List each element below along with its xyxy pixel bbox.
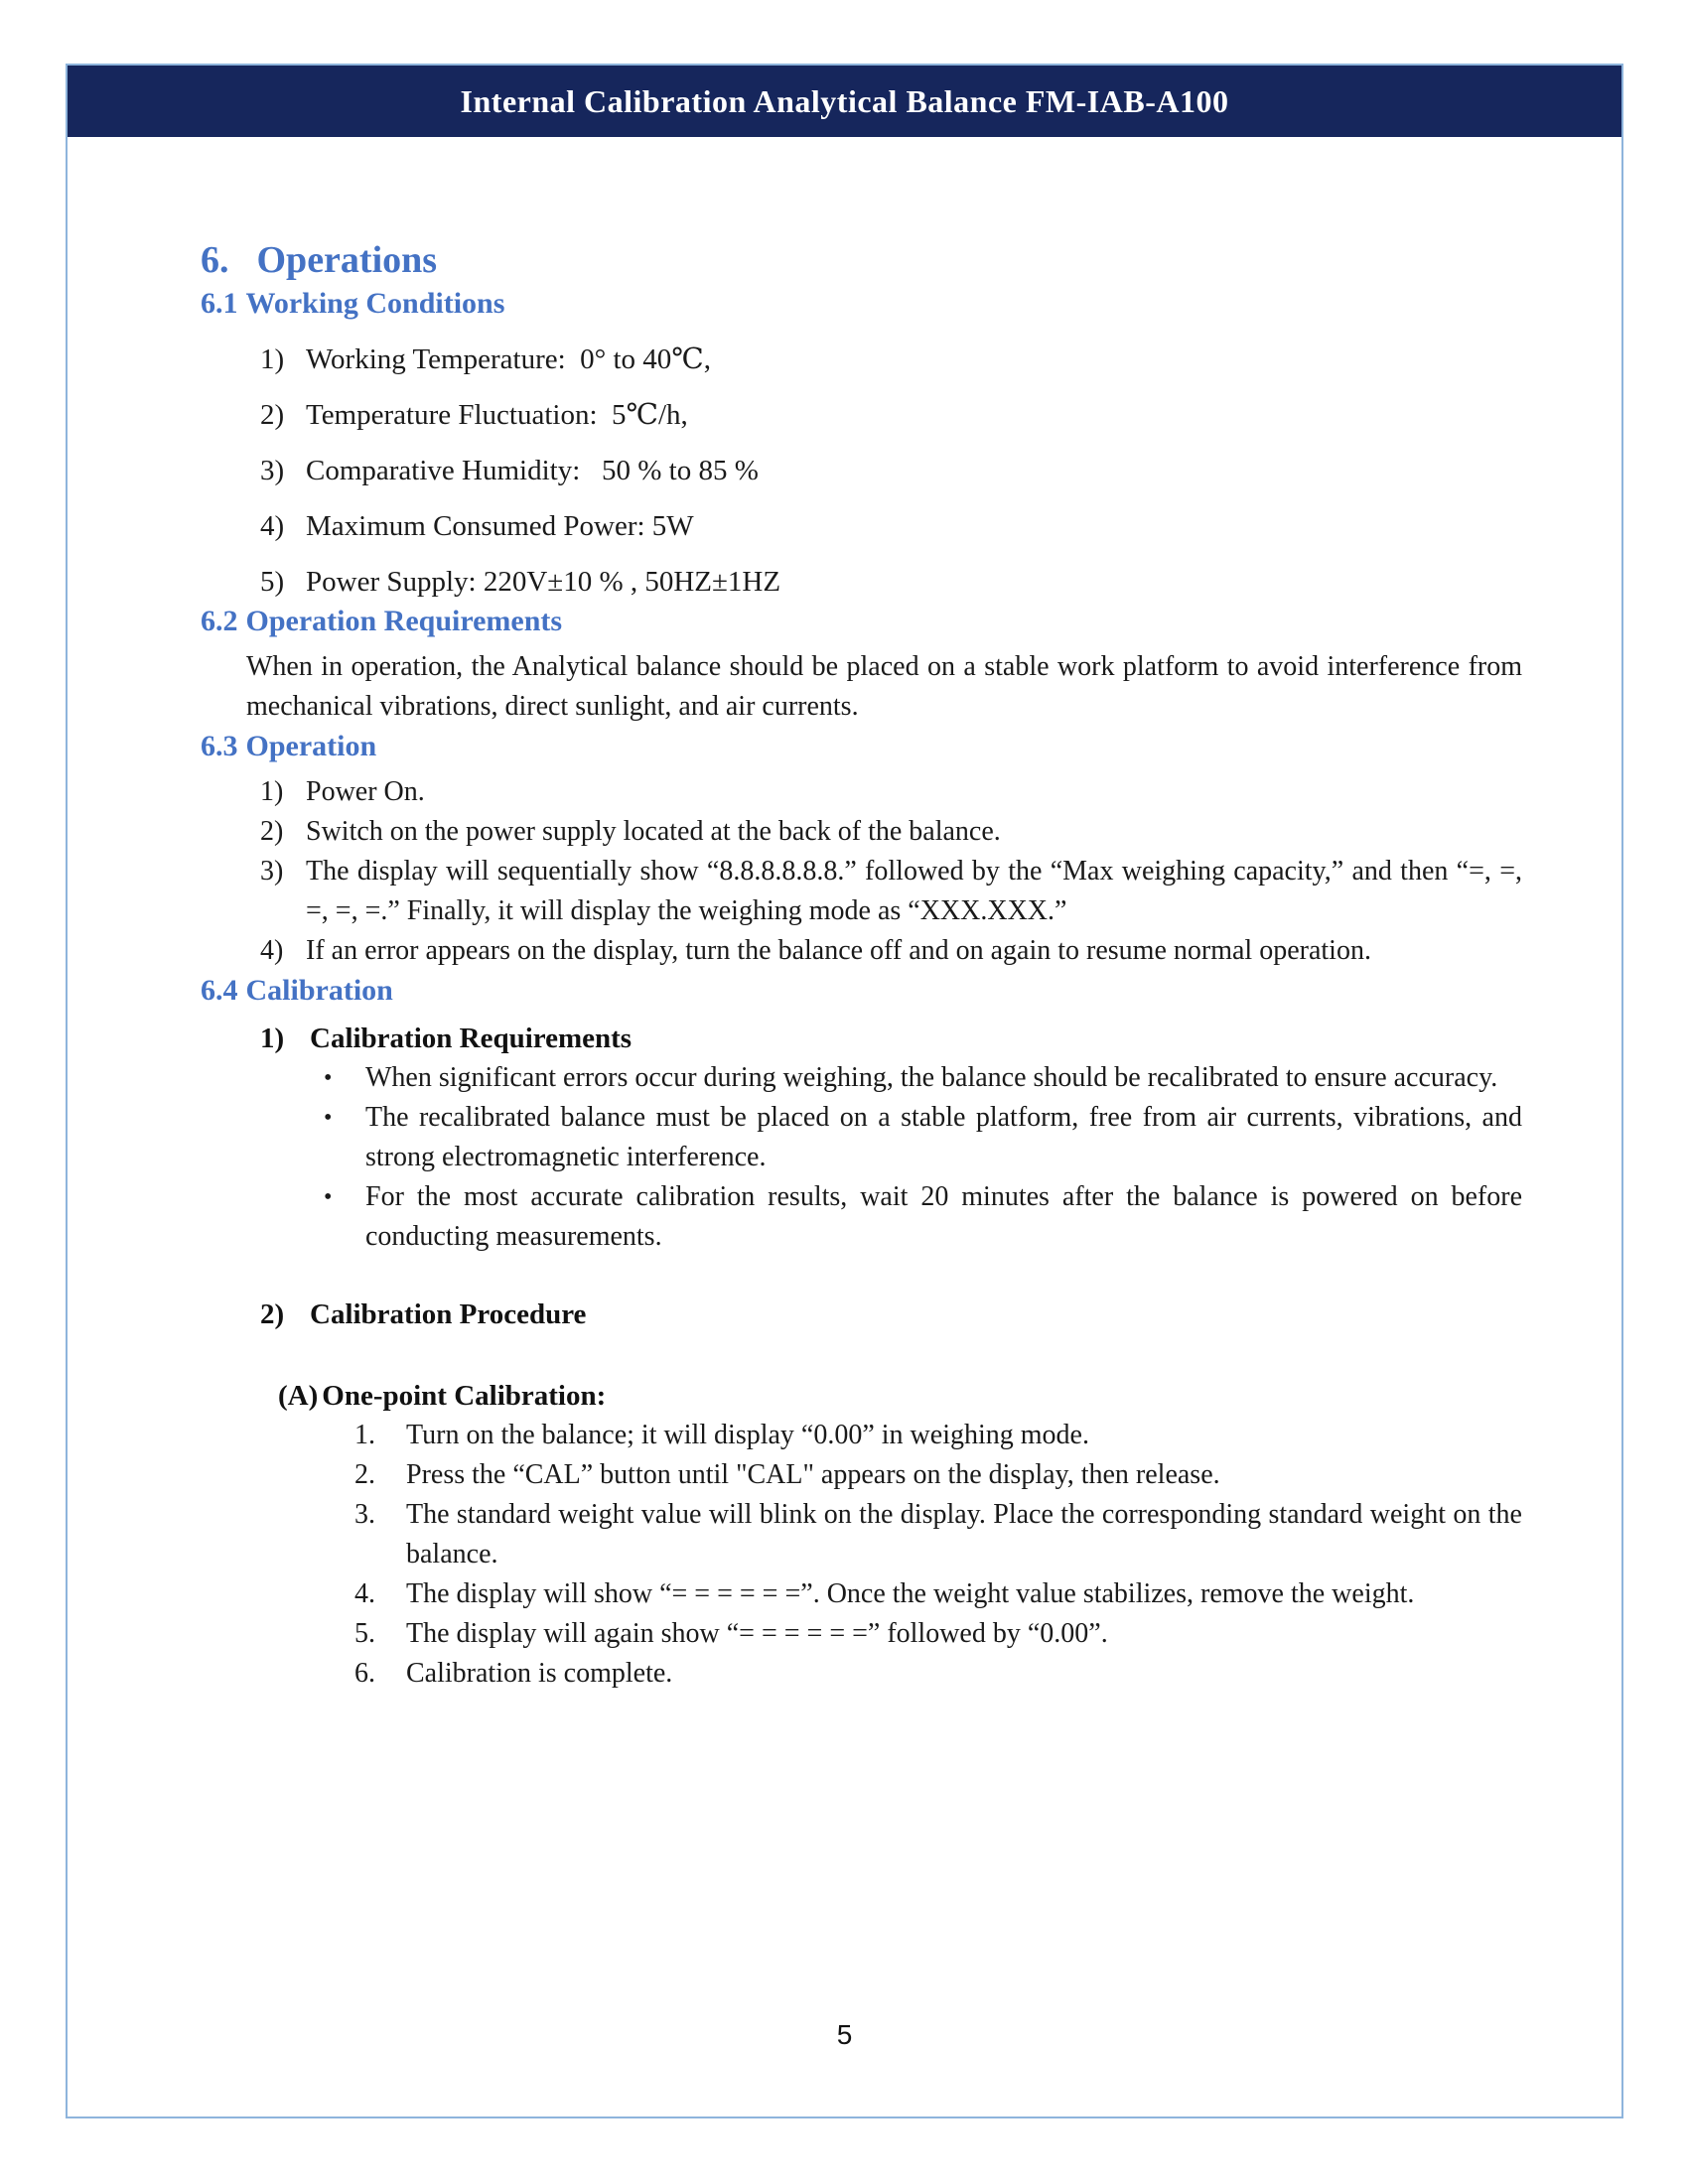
calibration-procedure-heading xyxy=(260,1295,1522,1334)
subsection-number: 6.3 xyxy=(201,730,238,762)
heading-text: One-point Calibration: xyxy=(322,1380,607,1412)
list-item xyxy=(260,812,1522,852)
list-marker: 1) xyxy=(260,343,285,375)
list-item xyxy=(260,451,1522,490)
subsection-title: Working Conditions xyxy=(245,287,505,320)
page-content xyxy=(68,137,1621,1694)
heading-text: Calibration Procedure xyxy=(310,1298,587,1330)
bullet-icon: • xyxy=(324,1184,333,1210)
step-marker: 4. xyxy=(354,1578,375,1609)
subsection-number: 6.1 xyxy=(201,287,238,320)
list-marker: 2) xyxy=(260,816,284,847)
step-item xyxy=(354,1614,1522,1654)
step-marker: 5. xyxy=(354,1618,375,1649)
step-text: The display will show “= = = = = =”. Once the weight value stabilizes, remove the weight. xyxy=(406,1578,1415,1609)
subsection-number: 6.4 xyxy=(201,974,238,1007)
operation-requirements-paragraph: When in operation, the Analytical balance should be placed on a stable work platform to avoid interference from mechanical vibrations, direct sunlight, and air currents. xyxy=(246,651,1522,722)
list-item xyxy=(260,931,1522,971)
section-number: 6. xyxy=(201,239,229,281)
list-text: Working Temperature: 0° to 40℃, xyxy=(306,343,711,375)
document-header xyxy=(68,66,1621,137)
subsection-title: Operation xyxy=(245,730,377,762)
bullet-text: For the most accurate calibration results, wait 20 minutes after the balance is powered on before conducting measurements. xyxy=(365,1181,1522,1252)
subsection-title: Calibration xyxy=(245,974,393,1007)
subsection-operation-heading xyxy=(201,727,1522,766)
list-marker: 4) xyxy=(260,510,285,542)
page-border xyxy=(66,64,1623,2118)
list-item xyxy=(260,506,1522,546)
document-title: Internal Calibration Analytical Balance FM-IAB-A100 xyxy=(460,82,1229,119)
list-item xyxy=(260,772,1522,812)
step-text: The standard weight value will blink on the display. Place the corresponding standard weight on the balance. xyxy=(406,1499,1522,1570)
one-point-calibration-steps xyxy=(201,1416,1522,1694)
step-item xyxy=(354,1455,1522,1495)
bullet-text: When significant errors occur during weighing, the balance should be recalibrated to ensure accuracy. xyxy=(365,1062,1498,1093)
list-text: Maximum Consumed Power: 5W xyxy=(306,510,694,542)
calibration-requirements-heading xyxy=(260,1019,1522,1058)
step-item xyxy=(354,1574,1522,1614)
list-item xyxy=(260,395,1522,435)
step-item xyxy=(354,1654,1522,1694)
step-text: Press the “CAL” button until "CAL" appears on the display, then release. xyxy=(406,1459,1220,1490)
list-marker: 4) xyxy=(260,935,284,966)
step-marker: 1. xyxy=(354,1420,375,1450)
list-marker: 2) xyxy=(260,399,285,431)
bullet-icon: • xyxy=(324,1105,333,1131)
list-text: The display will sequentially show “8.8.8.8.8.8.” followed by the “Max weighing capacity,” and then “=, =, =, =, =.” Finally, it will display the weighing mode as “XXX.XXX.” xyxy=(306,856,1522,926)
step-marker: 3. xyxy=(354,1499,375,1530)
bullet-icon: • xyxy=(324,1065,333,1091)
list-marker: (A) xyxy=(278,1380,319,1412)
list-marker: 5) xyxy=(260,566,285,598)
list-marker: 2) xyxy=(260,1298,285,1330)
section-operations-heading xyxy=(201,236,1522,284)
step-text: The display will again show “= = = = = =” followed by “0.00”. xyxy=(406,1618,1108,1649)
step-text: Turn on the balance; it will display “0.00” in weighing mode. xyxy=(406,1420,1089,1450)
list-item xyxy=(260,852,1522,931)
page-number: 5 xyxy=(836,2019,853,2050)
list-text: Power Supply: 220V±10 % , 50HZ±1HZ xyxy=(306,566,781,598)
list-item xyxy=(260,340,1522,379)
list-text: Power On. xyxy=(306,776,425,807)
list-marker: 3) xyxy=(260,455,285,486)
operation-steps-list xyxy=(201,772,1522,971)
bullet-item xyxy=(324,1058,1522,1098)
step-item xyxy=(354,1416,1522,1455)
bullet-item xyxy=(324,1177,1522,1257)
subsection-calibration-heading xyxy=(201,971,1522,1011)
subsection-number: 6.2 xyxy=(201,605,238,637)
step-item xyxy=(354,1495,1522,1574)
list-marker: 3) xyxy=(260,856,284,887)
working-conditions-list xyxy=(201,340,1522,602)
list-text: Comparative Humidity: 50 % to 85 % xyxy=(306,455,759,486)
list-text: Switch on the power supply located at the back of the balance. xyxy=(306,816,1001,847)
subsection-title: Operation Requirements xyxy=(245,605,563,637)
list-item xyxy=(260,562,1522,602)
list-text: Temperature Fluctuation: 5℃/h, xyxy=(306,399,688,431)
bullet-item xyxy=(324,1098,1522,1177)
step-text: Calibration is complete. xyxy=(406,1658,673,1689)
section-title: Operations xyxy=(256,239,438,281)
step-marker: 2. xyxy=(354,1459,375,1490)
subsection-working-conditions-heading xyxy=(201,284,1522,324)
list-marker: 1) xyxy=(260,776,284,807)
subsection-operation-requirements-heading xyxy=(201,602,1522,641)
list-marker: 1) xyxy=(260,1023,285,1054)
step-marker: 6. xyxy=(354,1658,375,1689)
list-text: If an error appears on the display, turn the balance off and on again to resume normal operation. xyxy=(306,935,1371,966)
bullet-text: The recalibrated balance must be placed on a stable platform, free from air currents, vibrations, and strong electromagnetic interference. xyxy=(365,1102,1522,1172)
heading-text: Calibration Requirements xyxy=(310,1023,633,1054)
one-point-calibration-heading xyxy=(278,1376,1522,1416)
calibration-requirements-bullets xyxy=(201,1058,1522,1257)
